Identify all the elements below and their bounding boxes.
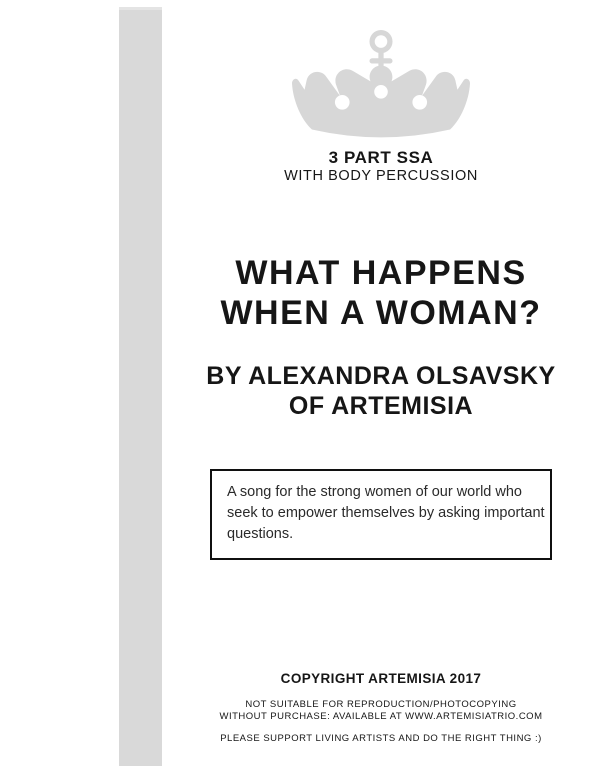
byline (162, 361, 600, 421)
crown-emblem-svg (292, 30, 470, 140)
female-symbol-icon (372, 33, 390, 70)
voicing-subtitle: WITH BODY PERCUSSION (284, 168, 478, 184)
scan-edge-shadow (119, 7, 162, 766)
reproduction-notice-line-1: NOT SUITABLE FOR REPRODUCTION/PHOTOCOPYING (245, 699, 517, 710)
copyright-line: COPYRIGHT ARTEMISIA 2017 (280, 671, 482, 686)
byline-line-2: OF ARTEMISIA (288, 392, 474, 420)
title-line-2: WHEN A WOMAN? (220, 294, 542, 332)
page-title (162, 253, 600, 333)
byline-line-1: BY ALEXANDRA OLSAVSKY (206, 362, 556, 390)
reproduction-notice-line-2: WITHOUT PURCHASE: AVAILABLE AT WWW.ARTEMISIATRIO.COM (219, 711, 543, 722)
description-line-1: A song for the strong women of our world who (227, 484, 522, 500)
support-message: PLEASE SUPPORT LIVING ARTISTS AND DO THE RIGHT THING :) (220, 733, 542, 744)
crown-icon (292, 66, 470, 138)
description-line-2: seek to empower themselves by asking important (227, 505, 545, 521)
title-line-1: WHAT HAPPENS (235, 254, 527, 292)
voicing-label: 3 PART SSA (328, 148, 434, 167)
reproduction-notice (162, 699, 600, 723)
crown-emblem (292, 30, 470, 140)
description-line-3: questions. (227, 526, 294, 542)
description-box (210, 469, 552, 560)
cover-content (162, 0, 600, 777)
